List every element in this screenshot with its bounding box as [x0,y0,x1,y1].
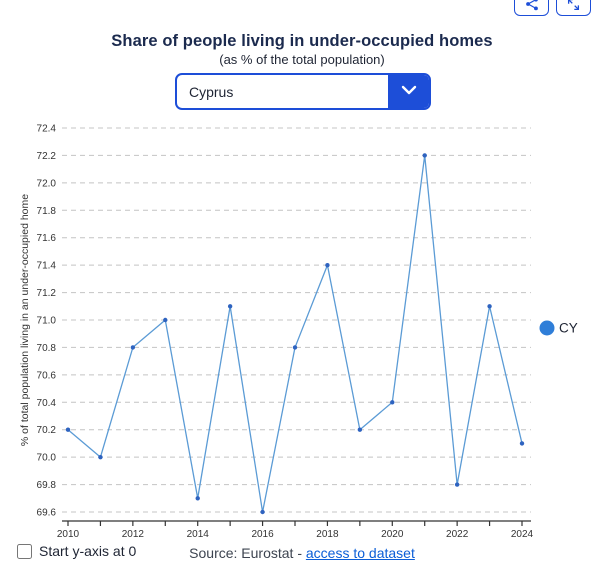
chart-container [0,118,604,543]
svg-text:69.6: 69.6 [36,507,56,519]
svg-text:72.2: 72.2 [36,150,56,162]
svg-text:2018: 2018 [316,529,339,538]
svg-text:71.4: 71.4 [36,260,56,272]
svg-text:2012: 2012 [121,529,144,538]
svg-text:70.4: 70.4 [36,397,56,409]
y-axis-option [17,543,136,559]
svg-text:71.0: 71.0 [36,315,56,327]
country-select[interactable] [175,73,431,110]
page-subtitle: (as % of the total population) [219,52,385,67]
svg-text:70.0: 70.0 [36,452,56,464]
country-select-value: Cyprus [189,83,234,100]
svg-text:71.2: 71.2 [36,288,56,300]
legend-marker-icon [540,321,555,336]
share-icon [524,0,540,11]
svg-text:71.8: 71.8 [36,205,56,217]
svg-text:2014: 2014 [186,529,209,538]
svg-text:2022: 2022 [446,529,469,538]
legend-item-cy[interactable] [540,321,578,336]
svg-text:2020: 2020 [381,529,404,538]
svg-text:2010: 2010 [56,529,80,538]
svg-text:70.6: 70.6 [36,370,56,382]
fullscreen-button[interactable] [556,0,591,16]
svg-text:69.8: 69.8 [36,480,56,492]
svg-text:2016: 2016 [251,529,274,538]
share-button[interactable] [514,0,549,16]
source-text: Source: Eurostat - [189,545,306,561]
expand-icon [566,0,581,11]
start-y-axis-label: Start y-axis at 0 [39,543,137,559]
svg-text:71.6: 71.6 [36,233,56,245]
svg-text:72.4: 72.4 [36,123,56,135]
country-select-arrow-button[interactable] [388,75,429,108]
dataset-link[interactable]: access to dataset [305,545,415,561]
svg-text:70.2: 70.2 [36,425,56,437]
svg-text:70.8: 70.8 [36,342,56,354]
page-title: Share of people living in under-occupied homes [111,32,493,50]
source-line [189,545,415,561]
start-y-axis-checkbox[interactable] [17,544,32,559]
toolbar [514,0,591,16]
line-chart [0,118,604,538]
svg-text:72.0: 72.0 [36,178,56,190]
legend-label: CY [559,320,578,336]
chevron-down-icon [400,83,418,101]
svg-text:2024: 2024 [510,529,534,538]
svg-text:% of total population living i: % of total population living in an under-occupied home [19,193,31,447]
